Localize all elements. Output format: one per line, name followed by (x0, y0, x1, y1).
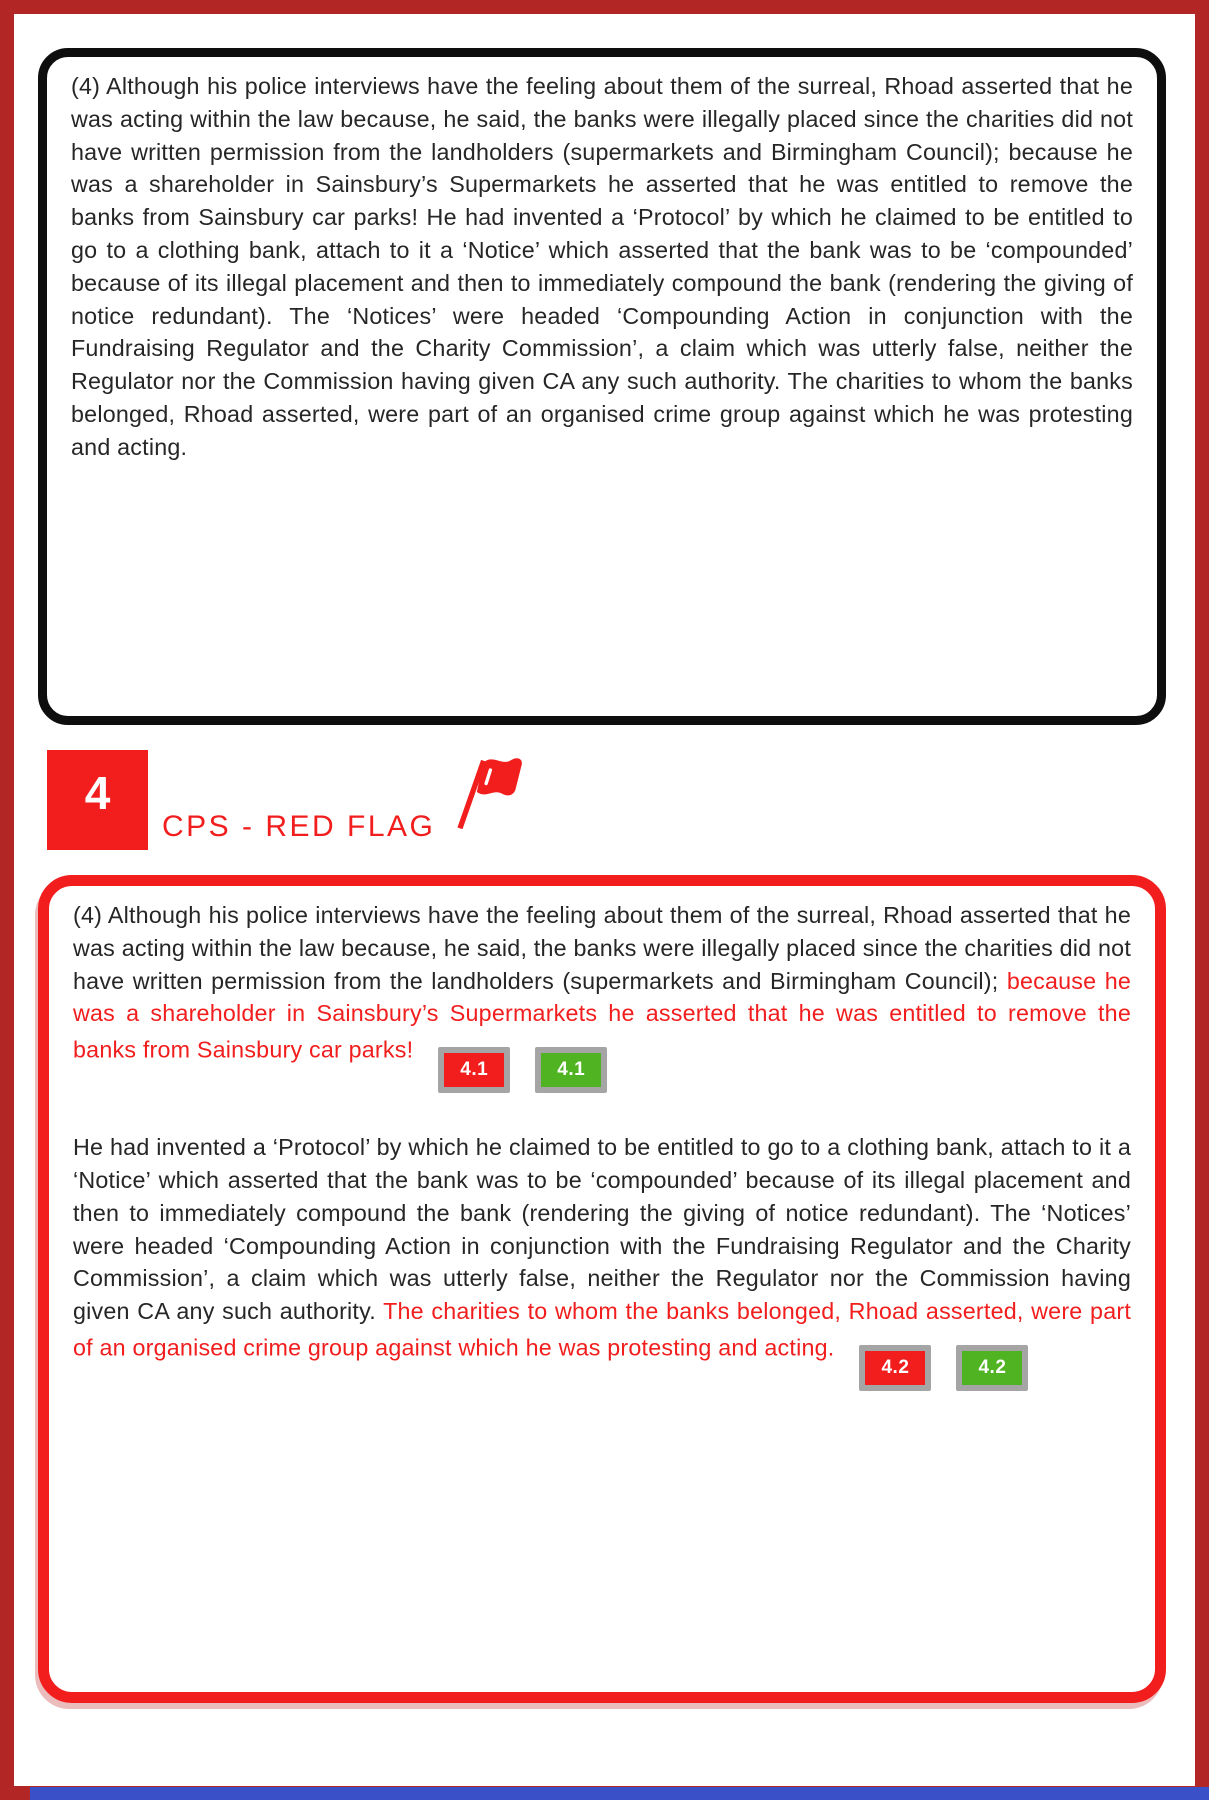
flagged-paragraph-1 (73, 899, 1132, 1080)
badge-4-1-green: 4.1 (535, 1047, 607, 1093)
footer-blue-bar (30, 1787, 1209, 1800)
flagged-paragraph-box (38, 875, 1166, 1703)
badge-4-1-red: 4.1 (438, 1047, 510, 1093)
source-paragraph-box (38, 48, 1166, 725)
section-title: CPS - RED FLAG (162, 810, 436, 843)
badge-4-2-green: 4.2 (956, 1345, 1028, 1391)
section-header (47, 750, 525, 850)
source-paragraph: (4) Although his police interviews have the feeling about them of the surreal, Rhoad asserted that he was acting within the law because, he said, the banks were illegally placed since the charities did not have written permission from the landholders (supermarkets and Birmingham Council); because he was a shareholder in Sainsbury’s Supermarkets he asserted that he was entitled to remove the banks from Sainsbury car parks! He had invented a ‘Protocol’ by which he claimed to be entitled to go to a clothing bank, attach to it a ‘Notice’ which asserted that the bank was to be ‘compounded’ because of its illegal placement and then to immediately compound the bank (rendering the giving of notice redundant). The ‘Notices’ were headed ‘Compounding Action in conjunction with the Fundraising Regulator and the Charity Commission’, a claim which was utterly false, neither the Regulator nor the Commission having given CA any such authority. The charities to whom the banks belonged, Rhoad asserted, were part of an organised crime group against which he was protesting and acting. (71, 73, 1133, 460)
section-number-badge: 4 (47, 750, 148, 850)
flagged-paragraph-2 (73, 1131, 1132, 1378)
badge-4-2-red: 4.2 (859, 1345, 931, 1391)
paragraph-1-text: (4) Although his police interviews have the feeling about them of the surreal, Rhoad asserted that he was acting within the law because, he said, the banks were illegally placed since the charities did not have written permission from the landholders (supermarkets and Birmingham Council); because he was a shareholder in Sainsbury’s Supermarkets he asserted that he was entitled to remove the banks from Sainsbury car parks! (73, 902, 1132, 1063)
paragraph-2-text: He had invented a ‘Protocol’ by which he claimed to be entitled to go to a clothing bank, attach to it a ‘Notice’ which asserted that the bank was to be ‘compounded’ because of its illegal placement and then to immediately compound the bank (rendering the giving of notice redundant). The ‘Notices’ were headed ‘Compounding Action in conjunction with the Fundraising Regulator and the Charity Commission’, a claim which was utterly false, neither the Regulator nor the Commission having given CA any such authority. The charities to whom the banks belonged, Rhoad asserted, were part of an organised crime group against which he was protesting and acting. (73, 1134, 1132, 1361)
red-flag-icon (449, 751, 525, 838)
